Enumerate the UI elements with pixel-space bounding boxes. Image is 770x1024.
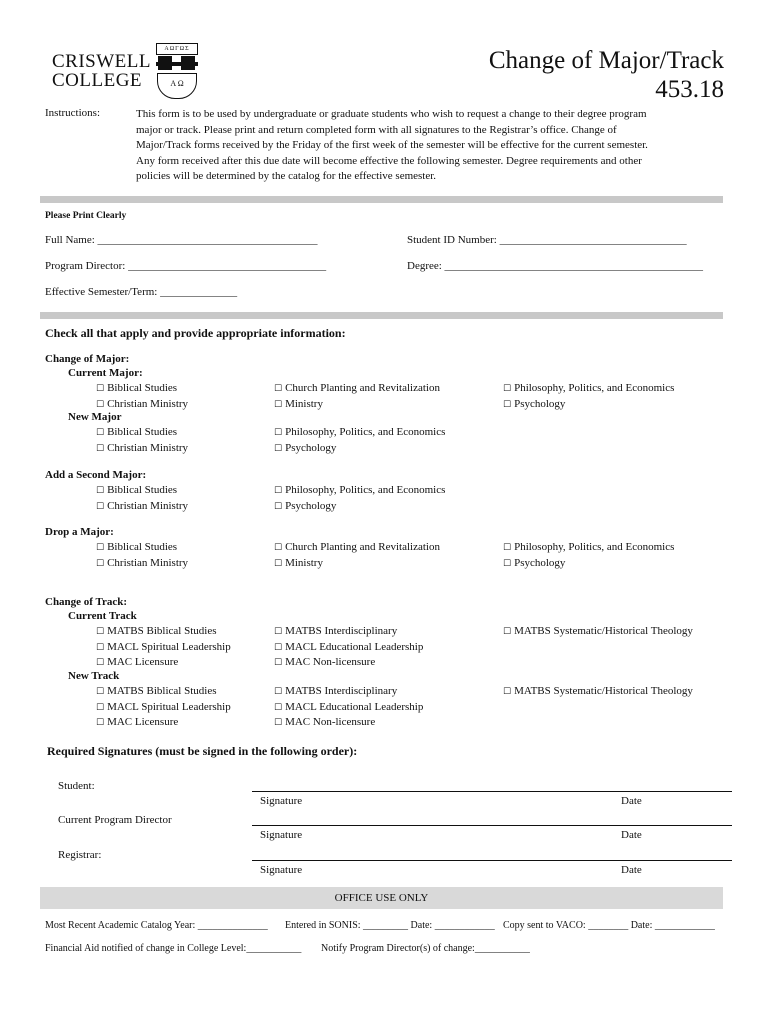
crest-top-text: ΑΩΓΩΣ	[156, 43, 198, 55]
checkbox-icon[interactable]: ☐	[96, 718, 105, 728]
checkbox-option[interactable]: ☐ Ministry	[274, 557, 323, 569]
catalog-year-field[interactable]: Most Recent Academic Catalog Year: ______________	[45, 920, 268, 931]
checkbox-icon[interactable]: ☐	[274, 559, 283, 569]
checkbox-icon[interactable]: ☐	[503, 559, 512, 569]
section-divider	[40, 312, 723, 319]
vaco-field[interactable]: Copy sent to VACO: ________ Date: ____________	[503, 920, 715, 931]
date-label: Date	[621, 829, 642, 841]
form-title-line-1: Change of Major/Track	[488, 47, 724, 74]
program-director-signature-line[interactable]	[252, 825, 732, 826]
checkbox-option[interactable]: ☐ Philosophy, Politics, and Economics	[274, 484, 446, 496]
checkbox-option[interactable]: ☐ MAC Non-licensure	[274, 716, 376, 728]
checkbox-option[interactable]: ☐ Church Planting and Revitalization	[274, 541, 440, 553]
checkbox-icon[interactable]: ☐	[274, 543, 283, 553]
checkbox-option[interactable]: ☐ Psychology	[274, 500, 337, 512]
effective-term-field[interactable]: Effective Semester/Term: ______________	[45, 286, 238, 298]
checkbox-option[interactable]: ☐ MATBS Biblical Studies	[96, 685, 217, 697]
checkbox-icon[interactable]: ☐	[96, 543, 105, 553]
change-major-heading: Change of Major:	[45, 353, 130, 365]
checkbox-icon[interactable]: ☐	[503, 627, 512, 637]
checkbox-icon[interactable]: ☐	[96, 703, 105, 713]
checkbox-icon[interactable]: ☐	[274, 400, 283, 410]
checkbox-option[interactable]: ☐ Ministry	[274, 398, 323, 410]
checkbox-option[interactable]: ☐ Christian Ministry	[96, 500, 189, 512]
student-signature-line[interactable]	[252, 791, 732, 792]
sonis-field[interactable]: Entered in SONIS: _________ Date: ____________	[285, 920, 495, 931]
program-director-role-label: Current Program Director	[58, 814, 172, 826]
checkbox-option[interactable]: ☐ MACL Spiritual Leadership	[96, 641, 231, 653]
checkbox-icon[interactable]: ☐	[274, 486, 283, 496]
crest-icon	[156, 43, 198, 101]
new-major-label: New Major	[68, 411, 122, 423]
checkbox-icon[interactable]: ☐	[96, 400, 105, 410]
current-major-label: Current Major:	[68, 367, 143, 379]
checkbox-icon[interactable]: ☐	[503, 384, 512, 394]
instructions-line: major or track. Please print and return completed form with all signatures to the Registrar’s office. Change of	[136, 123, 617, 136]
crest-shield-text: Α Ω	[157, 73, 197, 99]
form-title	[489, 46, 724, 104]
instructions-line: Any form received after this due date will become effective the following semester. Degree requirements and other	[136, 154, 642, 167]
checkbox-icon[interactable]: ☐	[503, 400, 512, 410]
instructions-line: policies will be determined by the catalog for the effective semester.	[136, 170, 437, 182]
instructions-line: This form is to be used by undergraduate or graduate students who wish to request a change to their degree program	[136, 108, 647, 120]
checkbox-icon[interactable]: ☐	[274, 444, 283, 454]
checkbox-icon[interactable]: ☐	[96, 486, 105, 496]
checkbox-option[interactable]: ☐ Philosophy, Politics, and Economics	[274, 426, 446, 438]
checkbox-icon[interactable]: ☐	[274, 718, 283, 728]
checkbox-icon[interactable]: ☐	[274, 428, 283, 438]
checkbox-option[interactable]: ☐ Biblical Studies	[96, 426, 178, 438]
checkbox-option[interactable]: ☐ Philosophy, Politics, and Economics	[503, 382, 675, 394]
checkbox-option[interactable]: ☐ Psychology	[274, 442, 337, 454]
checkbox-option[interactable]: ☐ Biblical Studies	[96, 484, 178, 496]
degree-field[interactable]: Degree: _______________________________________________	[407, 260, 704, 272]
date-label: Date	[621, 864, 642, 876]
instructions-line: Major/Track forms received by the Friday of the first week of the semester will be effective for the current semester.	[136, 139, 648, 151]
checkbox-icon[interactable]: ☐	[96, 643, 105, 653]
checkbox-icon[interactable]: ☐	[274, 703, 283, 713]
date-label: Date	[621, 795, 642, 807]
checkbox-option[interactable]: ☐ MAC Licensure	[96, 656, 179, 668]
checkbox-option[interactable]: ☐ MAC Non-licensure	[274, 656, 376, 668]
office-use-heading: OFFICE USE ONLY	[334, 892, 429, 904]
current-track-label: Current Track	[68, 610, 137, 622]
second-major-heading: Add a Second Major:	[45, 469, 147, 481]
checkbox-option[interactable]: ☐ MAC Licensure	[96, 716, 179, 728]
checkbox-option[interactable]: ☐ MATBS Systematic/Historical Theology	[503, 685, 693, 697]
check-heading: Check all that apply and provide appropriate information:	[45, 326, 346, 340]
form-number: 453.18	[655, 76, 724, 103]
notify-director-field[interactable]: Notify Program Director(s) of change:___________	[321, 943, 530, 954]
signatures-heading: Required Signatures (must be signed in the following order):	[47, 744, 358, 758]
signature-label: Signature	[260, 829, 303, 841]
checkbox-option[interactable]: ☐ MATBS Interdisciplinary	[274, 625, 398, 637]
checkbox-option[interactable]: ☐ Psychology	[503, 398, 566, 410]
checkbox-icon[interactable]: ☐	[274, 658, 283, 668]
checkbox-option[interactable]: ☐ Christian Ministry	[96, 398, 189, 410]
checkbox-option[interactable]: ☐ MATBS Interdisciplinary	[274, 685, 398, 697]
instructions-label: Instructions:	[45, 107, 100, 119]
logo-line-1: CRISWELL	[52, 51, 151, 72]
logo-line-2: COLLEGE	[52, 70, 143, 91]
checkbox-icon[interactable]: ☐	[96, 559, 105, 569]
checkbox-option[interactable]: ☐ Christian Ministry	[96, 442, 189, 454]
program-director-field[interactable]: Program Director: ____________________________________	[45, 260, 327, 272]
registrar-signature-line[interactable]	[252, 860, 732, 861]
checkbox-icon[interactable]: ☐	[274, 643, 283, 653]
drop-major-heading: Drop a Major:	[45, 526, 114, 538]
checkbox-option[interactable]: ☐ Psychology	[503, 557, 566, 569]
checkbox-icon[interactable]: ☐	[503, 543, 512, 553]
change-track-heading: Change of Track:	[45, 596, 128, 608]
checkbox-icon[interactable]: ☐	[503, 687, 512, 697]
checkbox-icon[interactable]: ☐	[96, 687, 105, 697]
checkbox-icon[interactable]: ☐	[96, 428, 105, 438]
section-divider	[40, 196, 723, 203]
full-name-field[interactable]: Full Name: ________________________________________	[45, 234, 318, 246]
instructions-text	[136, 107, 736, 185]
signature-label: Signature	[260, 864, 303, 876]
checkbox-icon[interactable]: ☐	[96, 658, 105, 668]
office-use-banner	[40, 887, 723, 909]
checkbox-icon[interactable]: ☐	[96, 444, 105, 454]
checkbox-option[interactable]: ☐ MACL Educational Leadership	[274, 701, 424, 713]
checkbox-icon[interactable]: ☐	[274, 627, 283, 637]
print-clearly-note: Please Print Clearly	[45, 211, 127, 221]
checkbox-option[interactable]: ☐ MACL Educational Leadership	[274, 641, 424, 653]
checkbox-icon[interactable]: ☐	[274, 384, 283, 394]
checkbox-icon[interactable]: ☐	[96, 384, 105, 394]
checkbox-option[interactable]: ☐ Biblical Studies	[96, 382, 178, 394]
new-track-label: New Track	[68, 670, 120, 682]
checkbox-option[interactable]: ☐ Church Planting and Revitalization	[274, 382, 440, 394]
checkbox-icon[interactable]: ☐	[274, 502, 283, 512]
financial-aid-field[interactable]: Financial Aid notified of change in College Level:___________	[45, 943, 302, 954]
checkbox-icon[interactable]: ☐	[274, 687, 283, 697]
checkbox-option[interactable]: ☐ Christian Ministry	[96, 557, 189, 569]
checkbox-option[interactable]: ☐ Philosophy, Politics, and Economics	[503, 541, 675, 553]
registrar-role-label: Registrar:	[58, 849, 102, 861]
signature-label: Signature	[260, 795, 303, 807]
student-id-field[interactable]: Student ID Number: __________________________________	[407, 234, 687, 246]
checkbox-option[interactable]: ☐ MATBS Biblical Studies	[96, 625, 217, 637]
checkbox-option[interactable]: ☐ MACL Spiritual Leadership	[96, 701, 231, 713]
checkbox-option[interactable]: ☐ MATBS Systematic/Historical Theology	[503, 625, 693, 637]
checkbox-option[interactable]: ☐ Biblical Studies	[96, 541, 178, 553]
checkbox-icon[interactable]: ☐	[96, 627, 105, 637]
checkbox-icon[interactable]: ☐	[96, 502, 105, 512]
student-role-label: Student:	[58, 780, 95, 792]
